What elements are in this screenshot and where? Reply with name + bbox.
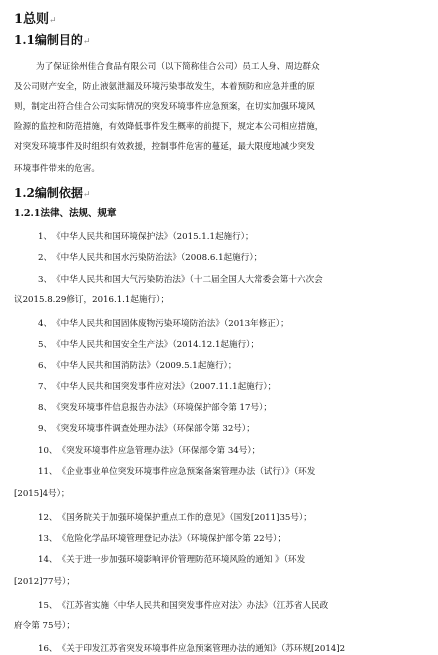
list-item — [38, 642, 345, 654]
paragraph-mark: ↵ — [82, 37, 91, 47]
item-text: 《突发环境事件调查处理办法》（环保部令第 32号）； — [52, 424, 255, 434]
list-item — [38, 511, 312, 523]
list-item — [38, 273, 323, 285]
purpose-line-4: 险源的监控和防范措施，有效降低事件发生概率的前提下，规定本公司相应措施， — [14, 122, 324, 132]
list-item-continuation: 议2015.8.29修订，2016.1.1起施行）； — [14, 295, 170, 305]
section-heading — [14, 8, 57, 27]
paragraph-mark: ↵ — [82, 190, 91, 200]
item-text: 《中华人民共和国固体废物污染环境防治法》（2013年修正）； — [52, 319, 289, 329]
list-item — [38, 380, 276, 392]
item-number: 15、 — [38, 601, 58, 611]
item-number: 12、 — [38, 513, 58, 523]
item-number: 10、 — [38, 446, 58, 456]
item-text: 《江苏省实施〈中华人民共和国突发事件应对法〉办法》（江苏省人民政 — [57, 601, 329, 611]
item-text: 《中华人民共和国大气污染防治法》（十二届全国人大常委会第十六次会 — [52, 275, 323, 285]
list-item — [38, 599, 328, 611]
item-text: 《中华人民共和国突发事件应对法》（2007.11.1起施行）； — [52, 382, 277, 392]
item-number: 13、 — [38, 534, 58, 544]
list-item — [38, 359, 236, 371]
item-text: 《中华人民共和国消防法》（2009.5.1起施行）； — [52, 361, 237, 371]
item-number: 2、 — [38, 253, 53, 263]
item-number: 7、 — [38, 382, 53, 392]
item-number: 8、 — [38, 403, 53, 413]
purpose-line-5: 对突发环境事件及时组织有效救援，控制事件危害的蔓延，最大限度地减少突发 — [14, 142, 315, 152]
list-item — [38, 465, 315, 477]
purpose-line-2: 及公司财产安全，防止液氨泄漏及环境污染事故发生，本着预防和应急并重的原 — [14, 82, 315, 92]
subsubsection-heading: 1.2.1法律、法规、规章 — [14, 208, 117, 219]
purpose-line-3: 则，制定出符合佳合公司实际情况的突发环境事件应急预案，在切实加强环境风 — [14, 102, 315, 112]
item-number: 11、 — [38, 467, 58, 477]
list-item — [38, 532, 286, 544]
item-number: 3、 — [38, 275, 53, 285]
item-text: 《中华人民共和国安全生产法》（2014.12.1起施行）； — [52, 340, 260, 350]
item-text: 《突发环境事件应急管理办法》（环保部令第 34号）； — [57, 446, 261, 456]
list-item-continuation: [2015]4号）； — [14, 489, 70, 499]
item-text: 《危险化学品环境管理登记办法》（环境保护部令第 22号）； — [57, 534, 287, 544]
list-item — [38, 317, 289, 329]
item-number: 1、 — [38, 232, 53, 242]
list-item — [38, 338, 259, 350]
list-item — [38, 251, 262, 263]
list-item — [38, 230, 254, 242]
item-number: 6、 — [38, 361, 53, 371]
item-text: 《企业事业单位突发环境事件应急预案备案管理办法（试行）》（环发 — [57, 467, 316, 477]
item-number: 16、 — [38, 644, 58, 654]
list-item-continuation: [2012]77号）； — [14, 577, 75, 587]
list-item — [38, 553, 305, 565]
list-item-continuation: 府令第 75号）； — [14, 621, 75, 631]
subsection-heading-1-1 — [14, 31, 90, 48]
subsection-title: 1.2编制依据 — [14, 186, 83, 200]
list-item — [38, 401, 272, 413]
item-number: 4、 — [38, 319, 53, 329]
subsection-title: 1.1编制目的 — [14, 33, 83, 47]
item-text: 《中华人民共和国水污染防治法》（2008.6.1起施行）； — [52, 253, 263, 263]
section-title: 1总则 — [14, 12, 50, 27]
item-number: 5、 — [38, 340, 53, 350]
item-number: 14、 — [38, 555, 58, 565]
subsection-heading-1-2 — [14, 184, 90, 201]
item-text: 《中华人民共和国环境保护法》（2015.1.1起施行）； — [52, 232, 254, 242]
item-number: 9、 — [38, 424, 53, 434]
purpose-line-6: 环境事件带来的危害。 — [14, 164, 100, 174]
purpose-line-1: 为了保证徐州佳合食品有限公司（以下简称佳合公司）员工人身、周边群众 — [36, 62, 320, 72]
item-text: 《国务院关于加强环境保护重点工作的意见》（国发[2011]35号）； — [57, 513, 312, 523]
item-text: 《关于印发江苏省突发环境事件应急预案管理办法的通知》（苏环规[2014]2 — [57, 644, 346, 654]
list-item — [38, 422, 255, 434]
item-text: 《关于进一步加强环境影响评价管理防范环境风险的通知 》（环发 — [57, 555, 306, 565]
list-item — [38, 444, 260, 456]
paragraph-mark: ↵ — [49, 16, 57, 26]
item-text: 《突发环境事件信息报告办法》（环境保护部令第 17号）； — [52, 403, 272, 413]
